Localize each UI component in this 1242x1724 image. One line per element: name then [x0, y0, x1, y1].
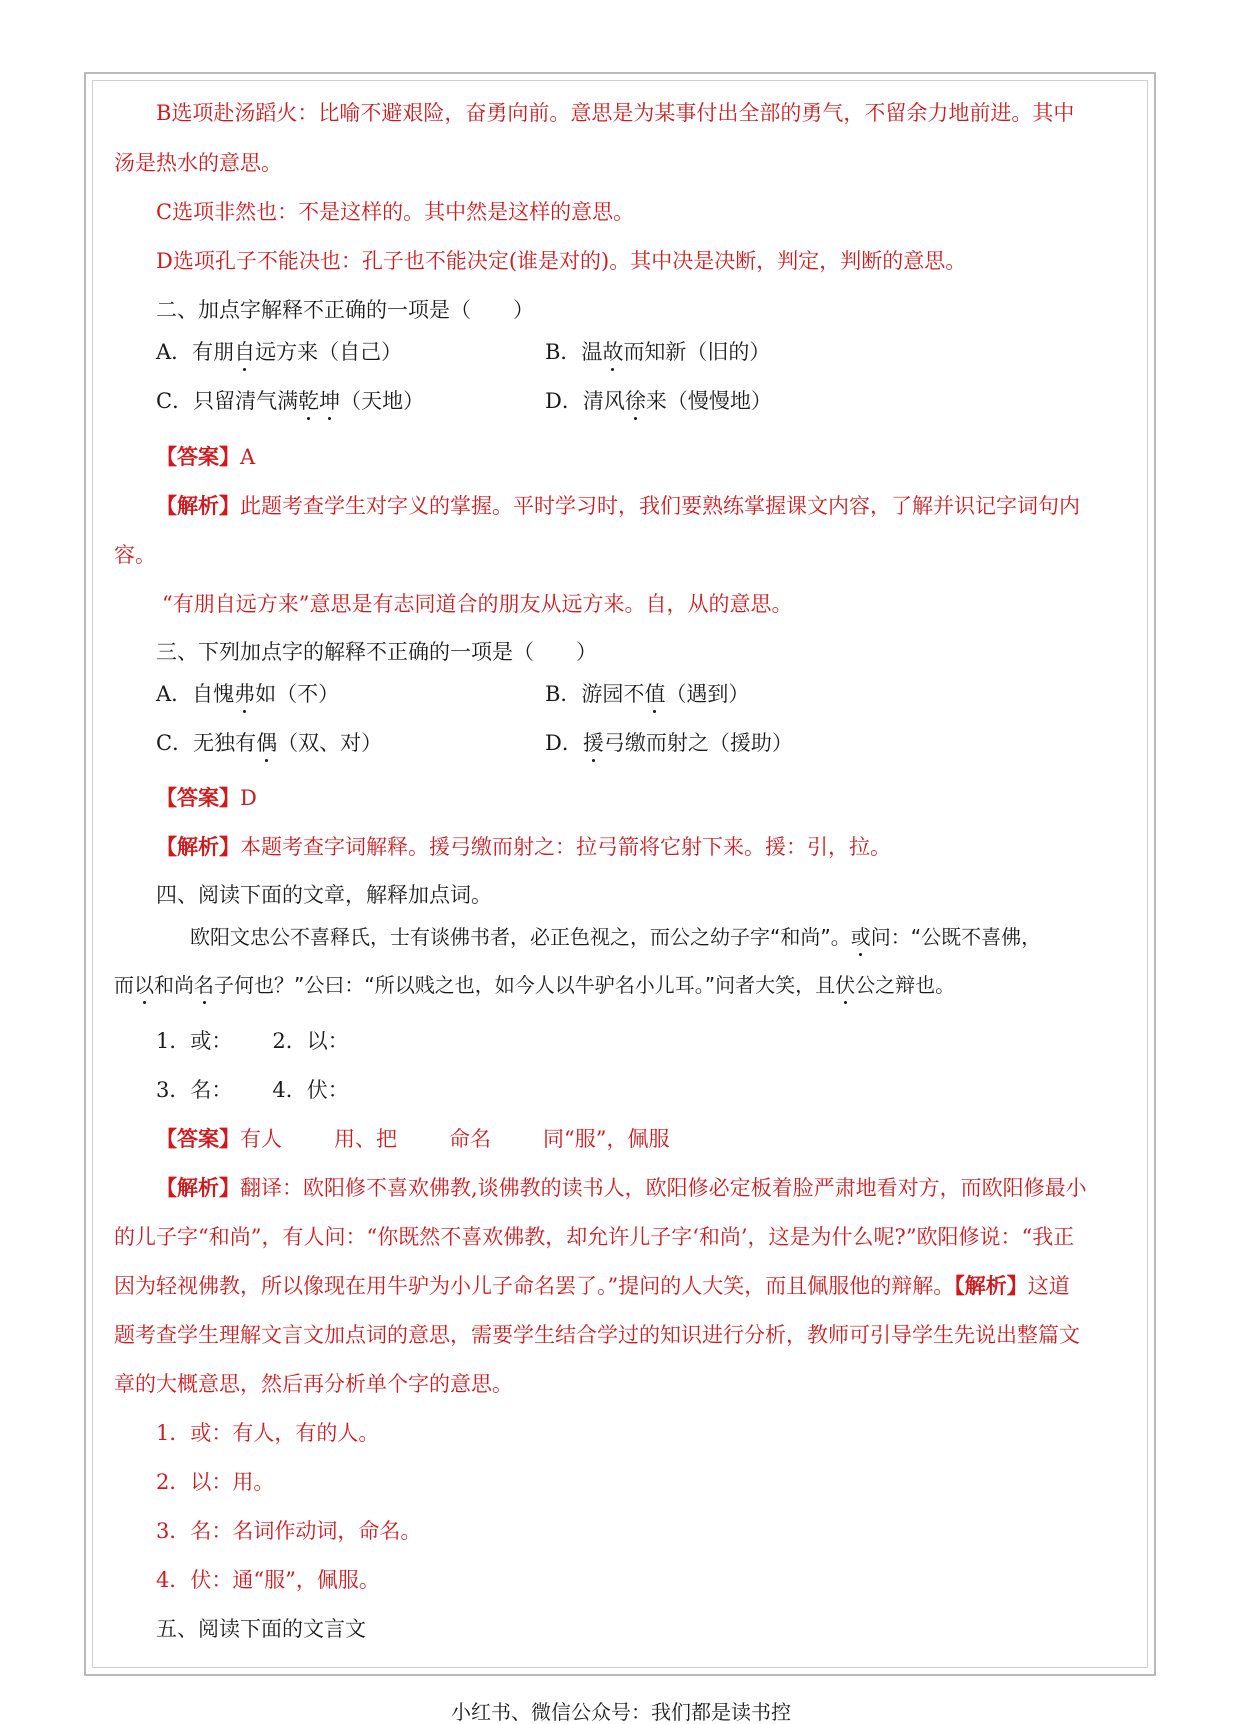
q4-passage-line1: 欧阳文忠公不喜释氏，士有谈佛书者，必正色视之，而公之幼子字“和尚”。或问：“公既不喜佛， [190, 922, 1041, 952]
q4-translation-3: 因为轻视佛教，所以像现在用牛驴为小儿子命名罢了。”提问的人大笑，而且佩服他的辩解。【解析】这道 [114, 1273, 1070, 1298]
q4-analysis-4: 题考查学生理解文言文加点词的意思，需要学生结合学过的知识进行分析，教师可引导学生先说出整篇文 [114, 1323, 1080, 1347]
emphasis-dot-char: 乾 [298, 386, 319, 416]
emphasis-dot-char: 或 [851, 922, 871, 952]
emphasis-dot-char: 名 [194, 970, 214, 1000]
emphasis-dot-char: 弗 [234, 679, 255, 709]
q2-option-d: D．清风徐来（慢慢地） [545, 386, 772, 416]
blank-4: 4．伏： [272, 1078, 349, 1102]
q4-analysis-5: 章的大概意思，然后再分析单个字的意思。 [114, 1372, 513, 1396]
q4-explain-3: 3．名：名词作动词，命名。 [156, 1519, 422, 1543]
q5-stem: 五、阅读下面的文言文 [156, 1617, 366, 1641]
blank-1: 1．或： [156, 1029, 233, 1053]
q4-blanks-row1 [156, 1026, 349, 1056]
q4-passage-line2: 而以和尚名子何也？”公曰：“所以贱之也，如今人以牛驴名小儿耳。”问者大笑，且伏公之辩也。 [114, 970, 955, 1000]
footer-source: 小红书、微信公众号：我们都是读书控 [451, 1700, 791, 1724]
emphasis-dot-char: 以 [134, 970, 154, 1000]
emphasis-dot-char: 坤 [319, 386, 340, 416]
q2-option-a: A．有朋自远方来（自己） [156, 337, 402, 367]
q4-answer: 【答案】有人 用、把 命名 同“服”，佩服 [156, 1126, 670, 1151]
q4-explain-4: 4．伏：通“服”，佩服。 [156, 1568, 380, 1592]
q3-option-a: A．自愧弗如（不） [156, 679, 339, 709]
blank-3: 3．名： [156, 1078, 233, 1102]
q4-translation-2: 的儿子字“和尚”，有人问：“你既然不喜欢佛教，却允许儿子字‘和尚’，这是为什么呢?”欧阳修说：“我正 [114, 1225, 1075, 1249]
q4-explain-2: 2．以：用。 [156, 1470, 275, 1494]
q2-option-b: B．温故而知新（旧的） [545, 337, 770, 367]
q4-stem: 四、阅读下面的文章，解释加点词。 [156, 883, 492, 907]
blank-2: 2．以： [272, 1029, 349, 1053]
emphasis-dot-char: 偶 [256, 728, 277, 758]
q2-option-c: C．只留清气满乾坤（天地） [156, 386, 424, 416]
q3-option-b: B．游园不值（遇到） [545, 679, 749, 709]
q2-stem: 二、加点字解释不正确的一项是（ ） [156, 298, 534, 322]
q3-analysis: 【解析】本题考查字词解释。援弓缴而射之：拉弓箭将它射下来。援：引，拉。 [156, 834, 891, 859]
explanation-b: B选项赴汤蹈火：比喻不避艰险，奋勇向前。意思是为某事付出全部的勇气，不留余力地前进。其中 [156, 101, 1075, 125]
q3-stem: 三、下列加点字的解释不正确的一项是（ ） [156, 640, 597, 664]
explanation-d: D选项孔子不能决也：孔子也不能决定(谁是对的)。其中决是决断，判定，判断的意思。 [156, 249, 967, 273]
q4-explain-1: 1．或：有人，有的人。 [156, 1421, 380, 1445]
q2-analysis-cont: 容。 [114, 543, 156, 567]
q3-option-d: D．援弓缴而射之（援助） [545, 728, 793, 758]
q2-analysis: 【解析】此题考查学生对字义的掌握。平时学习时，我们要熟练掌握课文内容，了解并识记字词句内 [156, 493, 1080, 518]
q2-analysis-note: “有朋自远方来”意思是有志同道合的朋友从远方来。自，从的意思。 [162, 592, 793, 616]
emphasis-dot-char: 自 [234, 337, 255, 367]
q2-answer: 【答案】A [156, 444, 256, 469]
q3-answer: 【答案】D [156, 785, 257, 810]
q3-option-c: C．无独有偶（双、对） [156, 728, 382, 758]
explanation-c: C选项非然也：不是这样的。其中然是这样的意思。 [156, 200, 635, 224]
q4-analysis: 【解析】翻译：欧阳修不喜欢佛教,谈佛教的读书人，欧阳修必定板着脸严肃地看对方，而欧阳修最小 [156, 1175, 1087, 1200]
emphasis-dot-char: 伏 [835, 970, 855, 1000]
emphasis-dot-char: 故 [602, 337, 623, 367]
emphasis-dot-char: 徐 [625, 386, 646, 416]
q4-blanks-row2 [156, 1075, 349, 1105]
emphasis-dot-char: 值 [644, 679, 665, 709]
emphasis-dot-char: 援 [583, 728, 604, 758]
explanation-b-cont: 汤是热水的意思。 [114, 151, 282, 175]
